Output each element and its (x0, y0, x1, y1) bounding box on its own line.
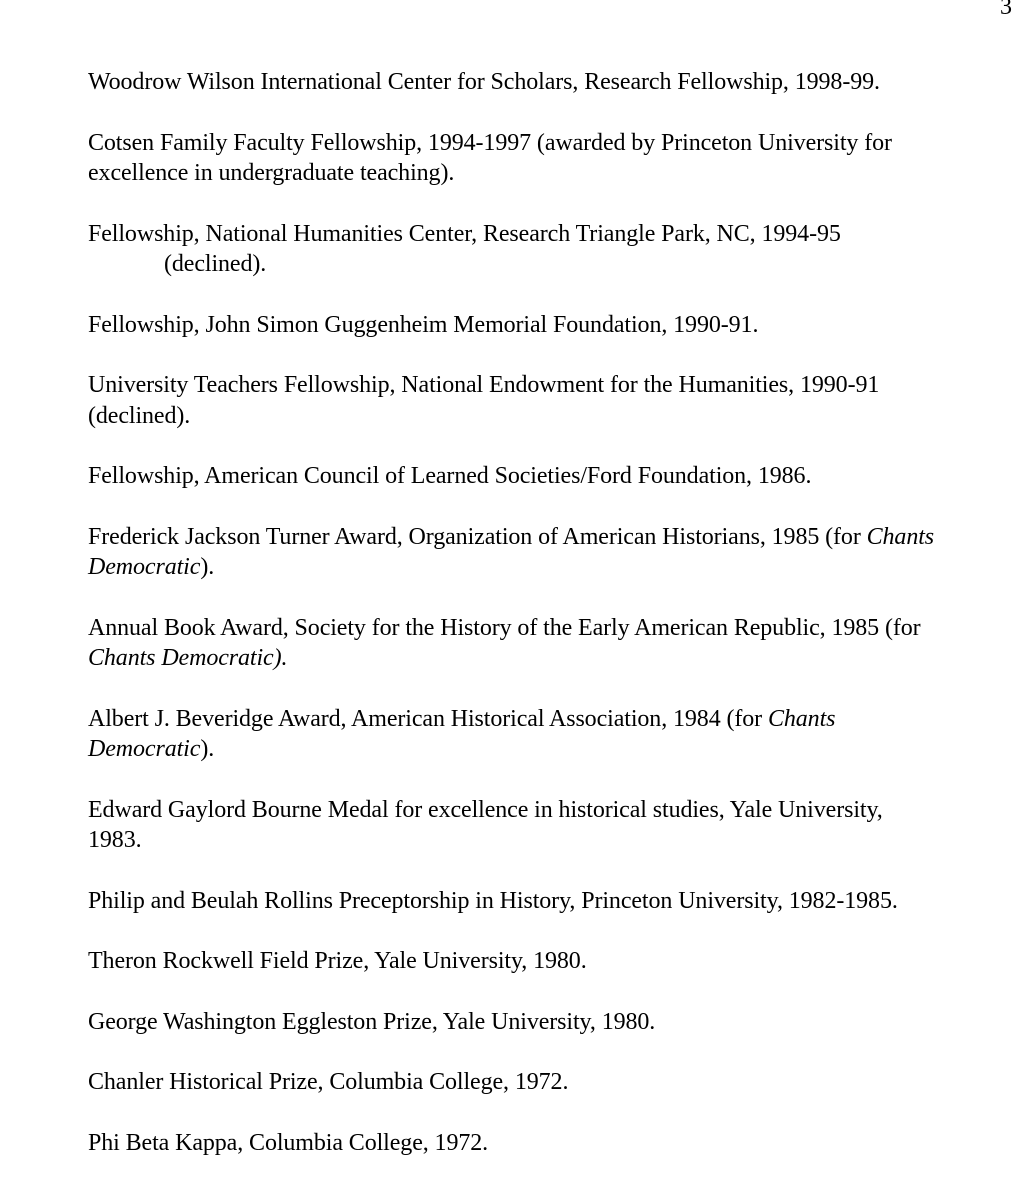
list-item (88, 946, 1018, 977)
entry-line (88, 734, 1018, 765)
list-item (88, 886, 1018, 917)
entry-line: Fellowship, American Council of Learned Societies/Ford Foundation, 1986. (88, 463, 812, 489)
entry-line: Theron Rockwell Field Prize, Yale University, 1980. (88, 948, 587, 974)
list-item (88, 1128, 1018, 1159)
honors-list (88, 67, 1018, 1188)
entry-line: excellence in undergraduate teaching). (88, 160, 455, 186)
list-item (88, 461, 1018, 492)
list-item (88, 1067, 1018, 1098)
entry-line: Annual Book Award, Society for the History of the Early American Republic, 1985 (for (88, 614, 921, 641)
book-title-part: Chants (767, 705, 836, 732)
list-item (88, 1007, 1018, 1038)
entry-line: (declined). (88, 402, 191, 429)
entry-text: ). (200, 736, 215, 762)
entry-line: Fellowship, National Humanities Center, Research Triangle Park, NC, 1994-95 (88, 220, 841, 247)
entry-line: Chanler Historical Prize, Columbia College, 1972. (88, 1069, 569, 1095)
entry-line (88, 552, 1018, 583)
entry-line: Phi Beta Kappa, Columbia College, 1972. (88, 1129, 489, 1156)
entry-text: Albert J. Beveridge Award, American Historical Association, 1984 (for (88, 705, 768, 732)
entry-text: ). (200, 554, 215, 580)
entry-line: Philip and Beulah Rollins Preceptorship in History, Princeton University, 1982-1985. (88, 887, 898, 914)
entry-line: Edward Gaylord Bourne Medal for excellence in historical studies, Yale University, (88, 796, 883, 823)
list-item (88, 370, 1018, 431)
list-item (88, 795, 1018, 856)
entry-line (88, 522, 1018, 553)
entry-line-indented: (declined). (164, 251, 267, 277)
entry-line: Cotsen Family Faculty Fellowship, 1994-1997 (awarded by Princeton University for (88, 129, 892, 156)
entry-text: Frederick Jackson Turner Award, Organization of American Historians, 1985 (for (88, 523, 867, 550)
book-title-part: Chants (866, 523, 935, 550)
list-item (88, 128, 1018, 189)
entry-line: Fellowship, John Simon Guggenheim Memorial Foundation, 1990-91. (88, 311, 759, 338)
entry-line: George Washington Eggleston Prize, Yale University, 1980. (88, 1008, 656, 1035)
list-item (88, 310, 1018, 341)
list-item (88, 704, 1018, 765)
entry-line (88, 704, 1018, 735)
book-title-part: Democratic (88, 554, 201, 580)
entry-line: Woodrow Wilson International Center for Scholars, Research Fellowship, 1998-99. (88, 69, 880, 95)
book-title: Chants Democratic). (88, 645, 288, 671)
list-item (88, 219, 1018, 280)
entry-line (88, 643, 1018, 674)
list-item (88, 613, 1018, 674)
entry-line: 1983. (88, 827, 142, 853)
list-item (88, 67, 1018, 98)
book-title-part: Democratic (88, 736, 201, 762)
list-item (88, 522, 1018, 583)
page-number: 3 (1000, 0, 1012, 20)
entry-line: University Teachers Fellowship, National Endowment for the Humanities, 1990-91 (88, 372, 880, 398)
